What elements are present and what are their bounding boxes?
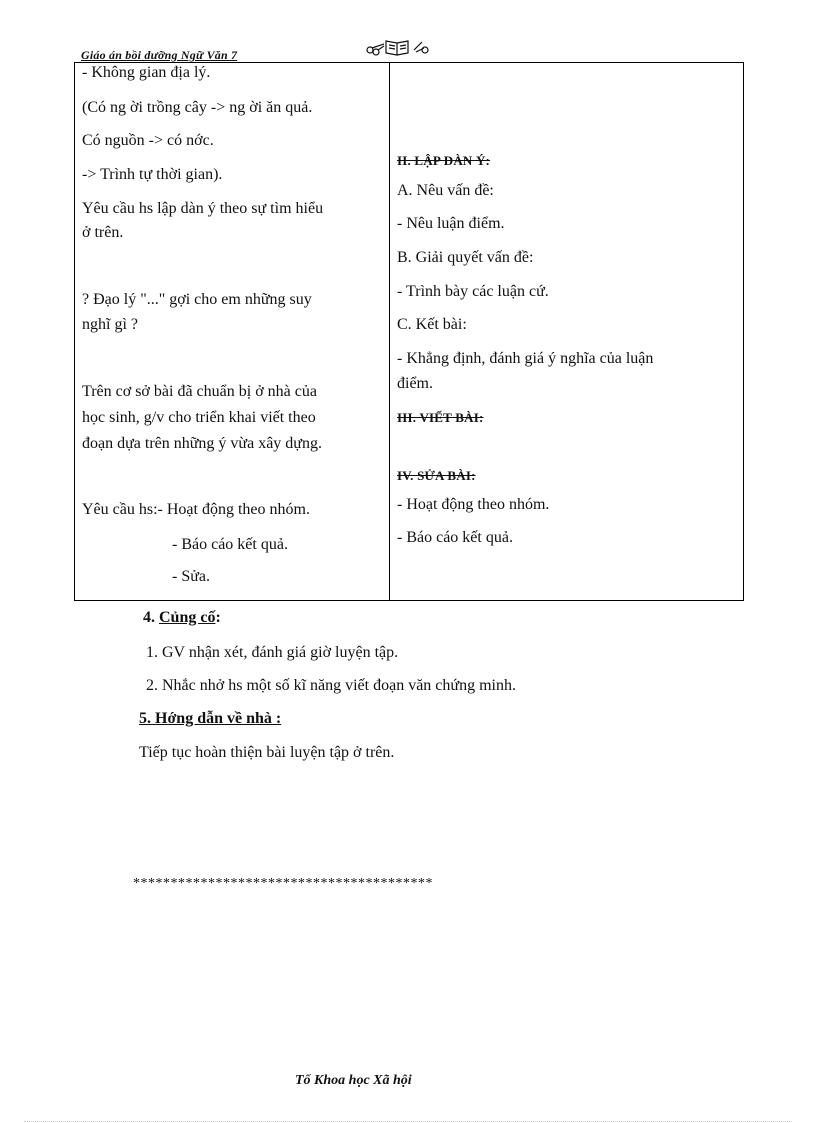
- right-line: - Hoạt động theo nhóm.: [397, 496, 550, 513]
- right-line: điểm.: [397, 375, 433, 392]
- left-line: ? Đạo lý "..." gợi cho em những suy: [82, 291, 312, 308]
- left-line: nghĩ gì ?: [82, 316, 138, 333]
- document-header-title: Giáo án bồi dưỡng Ngữ Văn 7: [81, 48, 238, 62]
- right-line: - Báo cáo kết quả.: [397, 529, 513, 546]
- section-4-title: Củng cố: [159, 609, 216, 626]
- section-4-item: 2. Nhắc nhở hs một số kĩ năng viết đoạn văn chứng minh.: [146, 677, 516, 694]
- section-4-heading: [143, 607, 221, 629]
- heading-lap-dan-y: II. LẬP DÀN Ý:: [397, 153, 491, 168]
- left-line: Yêu cầu hs:- Hoạt động theo nhóm.: [82, 501, 310, 518]
- right-line: C. Kết bài:: [397, 316, 467, 333]
- section-4-colon: :: [215, 609, 221, 626]
- left-line: (Có ng ời trồng cây -> ng ời ăn quả.: [82, 99, 313, 116]
- section-4-item: 1. GV nhận xét, đánh giá giờ luyện tập.: [146, 644, 399, 661]
- section-5-text: Tiếp tục hoàn thiện bài luyện tập ở trên.: [139, 744, 395, 761]
- lesson-table: [74, 62, 744, 601]
- left-line: - Báo cáo kết quả.: [172, 536, 288, 553]
- footer-department: Tổ Khoa học Xã hội: [295, 1073, 412, 1088]
- left-line: đoạn dựa trên những ý vừa xây dựng.: [82, 435, 322, 452]
- section-5-heading: 5. Hớng dẫn về nhà :: [139, 710, 282, 727]
- right-line: - Nêu luận điểm.: [397, 215, 505, 232]
- left-line: học sinh, g/v cho triển khai viết theo: [82, 409, 316, 426]
- section-4-number: 4.: [143, 609, 159, 626]
- teacher-activity-cell: [75, 63, 390, 601]
- right-line: B. Giải quyết vấn đề:: [397, 249, 534, 266]
- left-line: - Sửa.: [172, 568, 210, 585]
- right-line: - Trình bày các luận cứ.: [397, 283, 549, 300]
- right-line: - Khẳng định, đánh giá ý nghĩa của luận: [397, 350, 654, 367]
- left-line: Có nguồn -> có nớc.: [82, 132, 214, 149]
- heading-sua-bai: IV. SỬA BÀI:: [397, 468, 476, 483]
- left-line: Trên cơ sở bài đã chuẩn bị ở nhà của: [82, 383, 317, 400]
- left-line: ở trên.: [82, 224, 124, 241]
- page-bottom-divider: [24, 1121, 792, 1122]
- left-line: - Không gian địa lý.: [82, 64, 211, 81]
- scissors-book-icon: [364, 38, 432, 61]
- content-cell: [390, 63, 744, 601]
- left-line: Yêu cầu hs lập dàn ý theo sự tìm hiểu: [82, 200, 324, 217]
- separator-stars: ****************************************: [133, 876, 433, 891]
- left-line: -> Trình tự thời gian).: [82, 166, 223, 183]
- heading-viet-bai: III. VIẾT BÀI:: [397, 410, 484, 425]
- right-line: A. Nêu vấn đề:: [397, 182, 494, 199]
